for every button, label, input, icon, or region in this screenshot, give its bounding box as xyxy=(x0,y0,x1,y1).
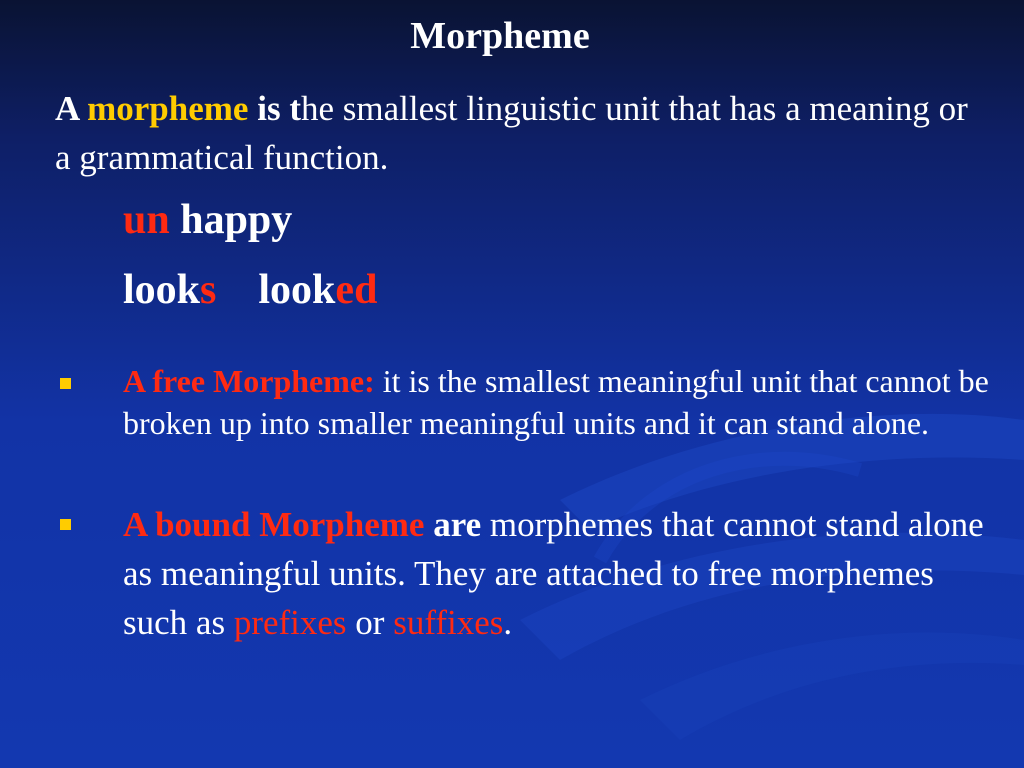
definition-bold-letter: t xyxy=(289,89,301,128)
definition-verb: is xyxy=(248,89,290,128)
example-unhappy xyxy=(123,196,292,244)
bullet-text-free: it is the smallest meaningful unit that cannot be broken up into smaller meaningful units and it can stand alone. xyxy=(123,363,989,441)
bullet-text-bound: morphemes that cannot stand alone as meaningful units. They are attached to free morphemes such as xyxy=(123,505,984,642)
definition-article: A xyxy=(55,89,88,128)
bullet-connector-are: are xyxy=(424,505,482,544)
definition-text: he smallest linguistic unit that has a meaning or a grammatical function. xyxy=(55,89,968,177)
bullet-text-period: . xyxy=(503,603,513,642)
example-suffix-ed: ed xyxy=(335,267,378,313)
example-root-happy: happy xyxy=(180,197,293,243)
bullet-text-or: or xyxy=(346,603,394,642)
bullet-bound-morpheme xyxy=(123,500,993,647)
bullet-heading-free: A free Morpheme: xyxy=(123,363,375,399)
example-root-look-2: look xyxy=(258,267,336,313)
bullet-heading-bound: A bound Morpheme xyxy=(123,505,425,544)
example-gap xyxy=(216,267,258,313)
bullet-square-icon xyxy=(60,378,71,389)
example-root-look-1: look xyxy=(123,267,201,313)
example-prefix-un: un xyxy=(123,197,170,243)
example-looks-looked xyxy=(123,266,377,314)
bullet-square-icon xyxy=(60,519,71,530)
term-prefixes: prefixes xyxy=(233,603,347,642)
definition-paragraph xyxy=(55,84,990,182)
term-suffixes: suffixes xyxy=(393,603,504,642)
example-suffix-s: s xyxy=(200,267,217,313)
slide-title: Morpheme xyxy=(410,15,590,57)
bullet-free-morpheme xyxy=(123,360,993,444)
example-space xyxy=(170,197,181,243)
definition-term: morpheme xyxy=(87,89,249,128)
